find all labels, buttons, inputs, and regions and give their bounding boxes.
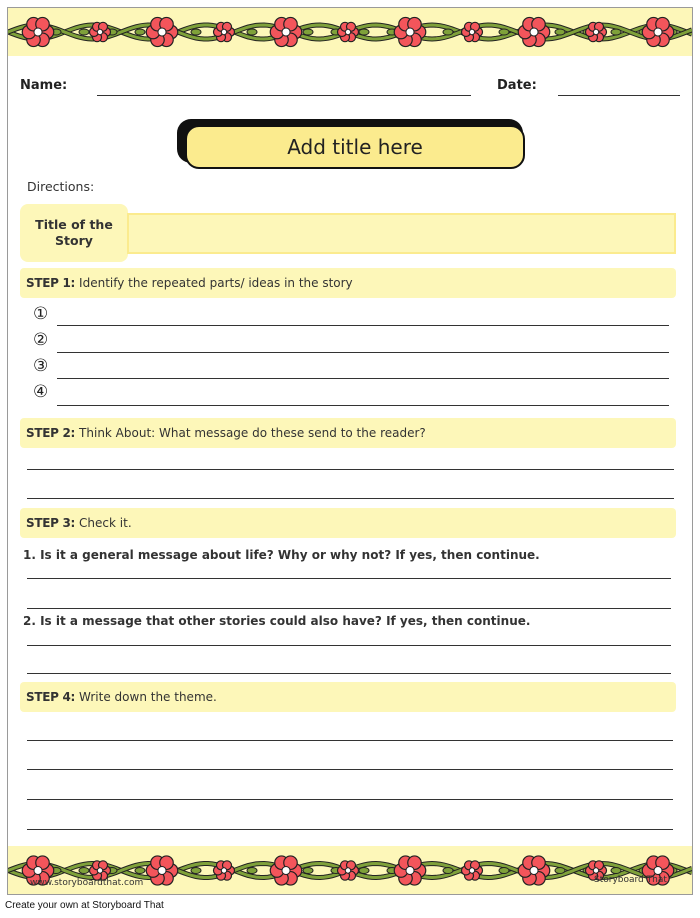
leaf-icon — [135, 29, 145, 35]
leaf-icon — [247, 29, 257, 35]
step-3-text: Check it. — [79, 516, 132, 530]
leaf-icon — [191, 29, 201, 35]
leaf-icon — [79, 29, 89, 35]
step-2-prefix: STEP 2: — [26, 426, 76, 440]
flower-icon — [214, 861, 235, 880]
answer-line-12[interactable] — [27, 769, 673, 770]
title-placeholder: Add title here — [287, 135, 423, 159]
step-1-prefix: STEP 1: — [26, 276, 76, 290]
watermark-left: www.storyboardthat.com — [30, 878, 144, 888]
flower-icon — [270, 17, 302, 46]
name-line[interactable] — [97, 95, 471, 96]
answer-line-3[interactable] — [57, 378, 669, 379]
number-1: ① — [33, 304, 49, 324]
floral-border-top — [8, 8, 693, 56]
flower-icon — [338, 22, 359, 41]
leaf-icon — [555, 868, 565, 874]
story-title-label: Title of the Story — [20, 204, 128, 262]
leaf-icon — [359, 29, 369, 35]
flower-icon — [214, 22, 235, 41]
story-title-field[interactable] — [127, 213, 676, 254]
step-3-prefix: STEP 3: — [26, 516, 76, 530]
answer-line-10[interactable] — [27, 673, 671, 674]
answer-line-8[interactable] — [27, 608, 671, 609]
flower-icon — [146, 856, 178, 885]
answer-line-5[interactable] — [27, 469, 674, 470]
leaf-icon — [79, 868, 89, 874]
answer-line-9[interactable] — [27, 645, 671, 646]
step-2-bar — [20, 418, 676, 448]
footer-credit: Create your own at Storyboard That — [5, 900, 164, 911]
worksheet-page — [7, 7, 693, 895]
step-1-bar — [20, 268, 676, 298]
answer-line-6[interactable] — [27, 498, 674, 499]
directions-label: Directions: — [27, 179, 95, 194]
leaf-icon — [611, 868, 621, 874]
answer-line-7[interactable] — [27, 578, 671, 579]
leaf-icon — [359, 868, 369, 874]
leaf-icon — [499, 868, 509, 874]
answer-line-11[interactable] — [27, 740, 673, 741]
number-3: ③ — [33, 356, 49, 376]
flower-icon — [22, 17, 54, 46]
floral-vine-graphic — [8, 8, 693, 56]
leaf-icon — [499, 29, 509, 35]
watermark-right: Storyboard That — [594, 875, 667, 885]
leaf-icon — [303, 868, 313, 874]
leaf-icon — [555, 29, 565, 35]
flower-icon — [642, 17, 674, 46]
flower-icon — [518, 856, 550, 885]
flower-icon — [146, 17, 178, 46]
leaf-icon — [611, 29, 621, 35]
leaf-icon — [247, 868, 257, 874]
question-1: 1. Is it a general message about life? Why or why not? If yes, then continue. — [23, 548, 540, 562]
answer-line-1[interactable] — [57, 325, 669, 326]
flower-icon — [518, 17, 550, 46]
flower-icon — [394, 17, 426, 46]
title-box[interactable] — [185, 125, 525, 169]
step-1-text: Identify the repeated parts/ ideas in the story — [79, 276, 353, 290]
question-2: 2. Is it a message that other stories could also have? If yes, then continue. — [23, 614, 531, 628]
flower-icon — [90, 22, 111, 41]
date-label: Date: — [497, 78, 537, 93]
answer-line-14[interactable] — [27, 829, 673, 830]
step-4-prefix: STEP 4: — [26, 690, 76, 704]
answer-line-2[interactable] — [57, 352, 669, 353]
flower-icon — [586, 22, 607, 41]
leaf-icon — [443, 868, 453, 874]
leaf-icon — [443, 29, 453, 35]
flower-icon — [270, 856, 302, 885]
answer-line-13[interactable] — [27, 799, 673, 800]
number-4: ④ — [33, 382, 49, 402]
name-label: Name: — [20, 78, 68, 93]
flower-icon — [462, 861, 483, 880]
flower-icon — [394, 856, 426, 885]
leaf-icon — [303, 29, 313, 35]
date-line[interactable] — [558, 95, 680, 96]
leaf-icon — [191, 868, 201, 874]
step-4-text: Write down the theme. — [79, 690, 217, 704]
number-2: ② — [33, 330, 49, 350]
leaf-icon — [135, 868, 145, 874]
answer-line-4[interactable] — [57, 405, 669, 406]
step-4-bar — [20, 682, 676, 712]
flower-icon — [462, 22, 483, 41]
step-3-bar — [20, 508, 676, 538]
step-2-text: Think About: What message do these send to the reader? — [79, 426, 426, 440]
flower-icon — [338, 861, 359, 880]
